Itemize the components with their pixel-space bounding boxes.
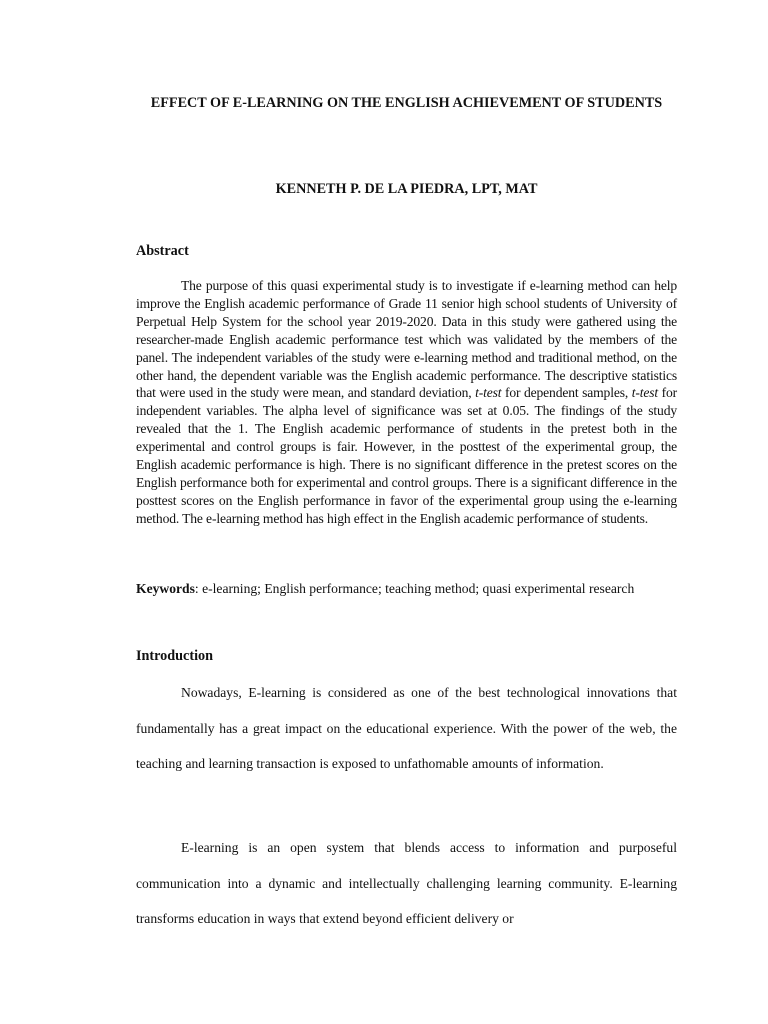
introduction-paragraph-2: E-learning is an open system that blends access to information and purposeful communication into a dynamic and intellectually challenging learning community. E-learning transforms education in ways that extend beyond efficient delivery or [136,840,677,927]
paper-title: EFFECT OF E-LEARNING ON THE ENGLISH ACHIEVEMENT OF STUDENTS [150,95,663,111]
abstract-text-part-3: for independent variables. The alpha level of significance was set at 0.05. The findings of the study revealed that the 1. The English academic performance of students in the pretest both in the experimental and control groups is fair. However, in the posttest of the experimental group, the English academic performance is high. There is no significant difference in the pretest scores on the English performance both for experimental and control groups. There is a significant difference in the posttest scores on the English performance in favor of the experimental group using the e-learning method. The e-learning method has high effect in the English academic performance of students. [136,385,677,526]
abstract-ttest-term-2: t-test [631,385,658,401]
introduction-paragraph-1: Nowadays, E-learning is considered as one of the best technological innovations that fundamentally has a great impact on the educational experience. With the power of the web, the teaching and learning transaction is exposed to unfathomable amounts of information. [136,685,677,772]
keywords-line [136,580,677,598]
abstract-heading: Abstract [136,243,189,259]
abstract-text-part-2: for dependent samples, [501,385,632,401]
abstract-text-part-1: The purpose of this quasi experimental study is to investigate if e-learning method can help improve the English academic performance of Grade 11 senior high school students of University of Perpetual Help System for the school year 2019-2020. Data in this study were gathered using the researcher-made English academic performance test which was validated by the members of the panel. The independent variables of the study were e-learning method and traditional method, on the other hand, the dependent variable was the English academic performance. The descriptive statistics that were used in the study were mean, and standard deviation, [136,278,677,401]
keywords-text: : e-learning; English performance; teaching method; quasi experimental research [194,581,635,596]
abstract-ttest-term-1: t-test [475,385,502,401]
keywords-label: Keywords [136,581,195,596]
abstract-body [136,277,677,528]
introduction-heading: Introduction [136,648,213,664]
paper-author: KENNETH P. DE LA PIEDRA, LPT, MAT [275,181,538,197]
